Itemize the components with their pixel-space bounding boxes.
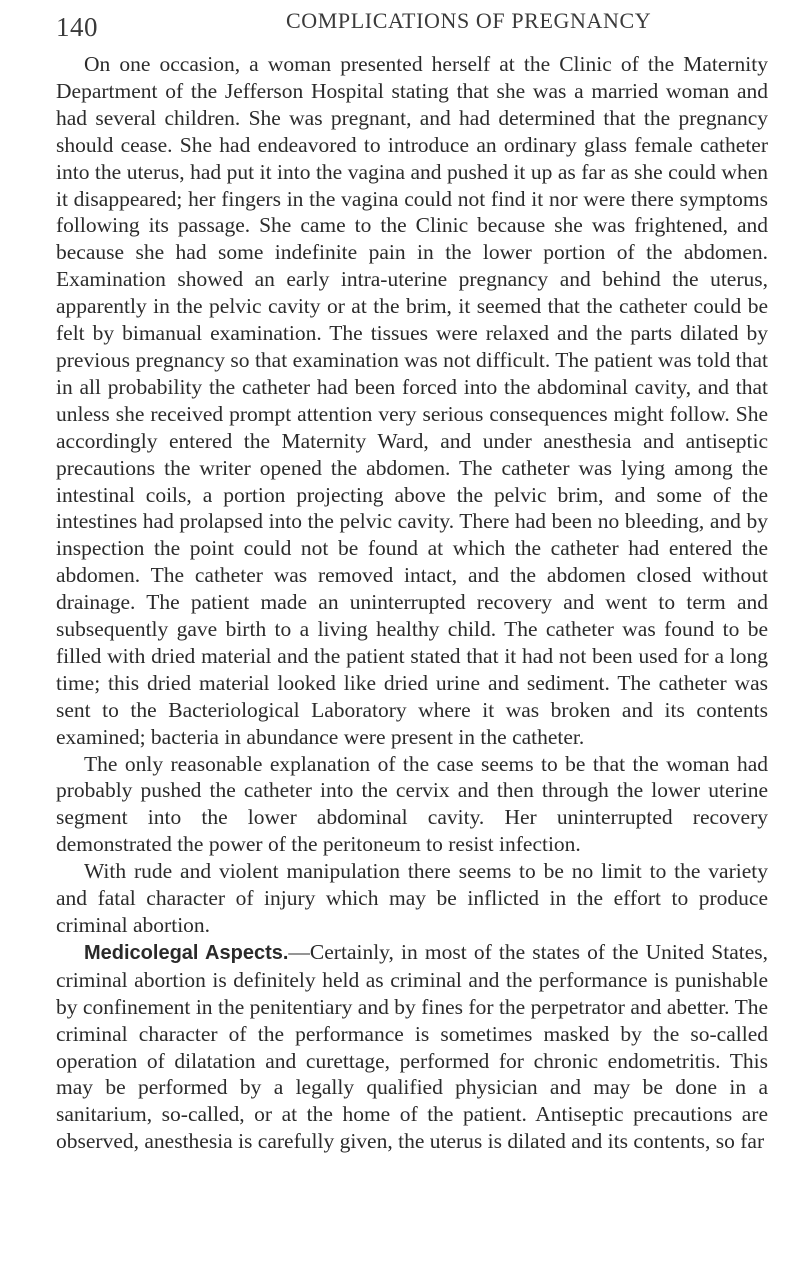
paragraph-injury: With rude and violent manipulation there seems to be no limit to the variety and fatal character of injury which may be inflicted in the effort to produce criminal abortion. [56, 859, 768, 937]
section-heading: Medicolegal Aspects. [84, 941, 289, 964]
page-number: 140 [56, 12, 98, 42]
paragraph-explanation: The only reasonable explanation of the case seems to be that the woman had probably pushed the catheter into the cervix and then through the lower uterine segment into the lower abdominal cavity. Her uninterrupted recovery demonstrated the power of the peritoneum to resist infection. [56, 751, 768, 857]
paragraph-case-report: On one occasion, a woman presented herself at the Clinic of the Maternity Department of the Jefferson Hospital stating that she was a married woman and had several children. She was pregnant, and had determined that the pregnancy should cease. She had endeavored to introduce an ordinary glass female catheter into the uterus, had put it into the vagina and pushed it up as far as she could when it disappeared; her fingers in the vagina could not find it nor were there symptoms following its passage. She came to the Clinic because she was frightened, and because she had some indefinite pain in the lower portion of the abdomen. Examination showed an early intra-uterine pregnancy and behind the uterus, apparently in the pelvic cavity or at the brim, it seemed that the catheter could be felt by bimanual examination. The tissues were relaxed and the parts dilated by previous pregnancy so that examination was not difficult. The patient was told that in all probability the catheter had been forced into the abdominal cavity, and that unless she received prompt attention very serious consequences might follow. She accordingly entered the Maternity Ward, and under anesthesia and antiseptic precautions the writer opened the abdomen. The catheter was lying among the intestinal coils, a portion projecting above the pelvic brim, and some of the intestines had prolapsed into the pelvic cavity. There had been no bleeding, and by inspection the point could not be found at which the catheter had entered the abdomen. The catheter was removed intact, and the abdomen closed without drainage. The patient made an uninterrupted recovery and went to term and subsequently gave birth to a living healthy child. The catheter was found to be filled with dried material and the patient stated that it had not been used for a long time; this dried material looked like dried urine and sediment. The catheter was sent to the Bacteriological Laboratory where it was broken and its contents examined; bacteria in abundance were present in the catheter. [56, 52, 768, 749]
paragraph-medicolegal [56, 939, 768, 1155]
body-text [56, 51, 768, 1155]
running-head: COMPLICATIONS OF PREGNANCY [286, 8, 652, 33]
page-header [56, 6, 772, 46]
section-text: —Certainly, in most of the states of the United States, criminal abortion is definitely held as criminal and the performance is punishable by confinement in the penitentiary and by fines for the perpetrator and abetter. The criminal character of the performance is sometimes masked by the so-called operation of dilatation and curettage, performed for chronic endometritis. This may be performed by a legally qualified physician and may be done in a sanitarium, so-called, or at the home of the patient. Antiseptic precautions are observed, anesthesia is carefully given, the uterus is dilated and its contents, so far [56, 939, 769, 1154]
